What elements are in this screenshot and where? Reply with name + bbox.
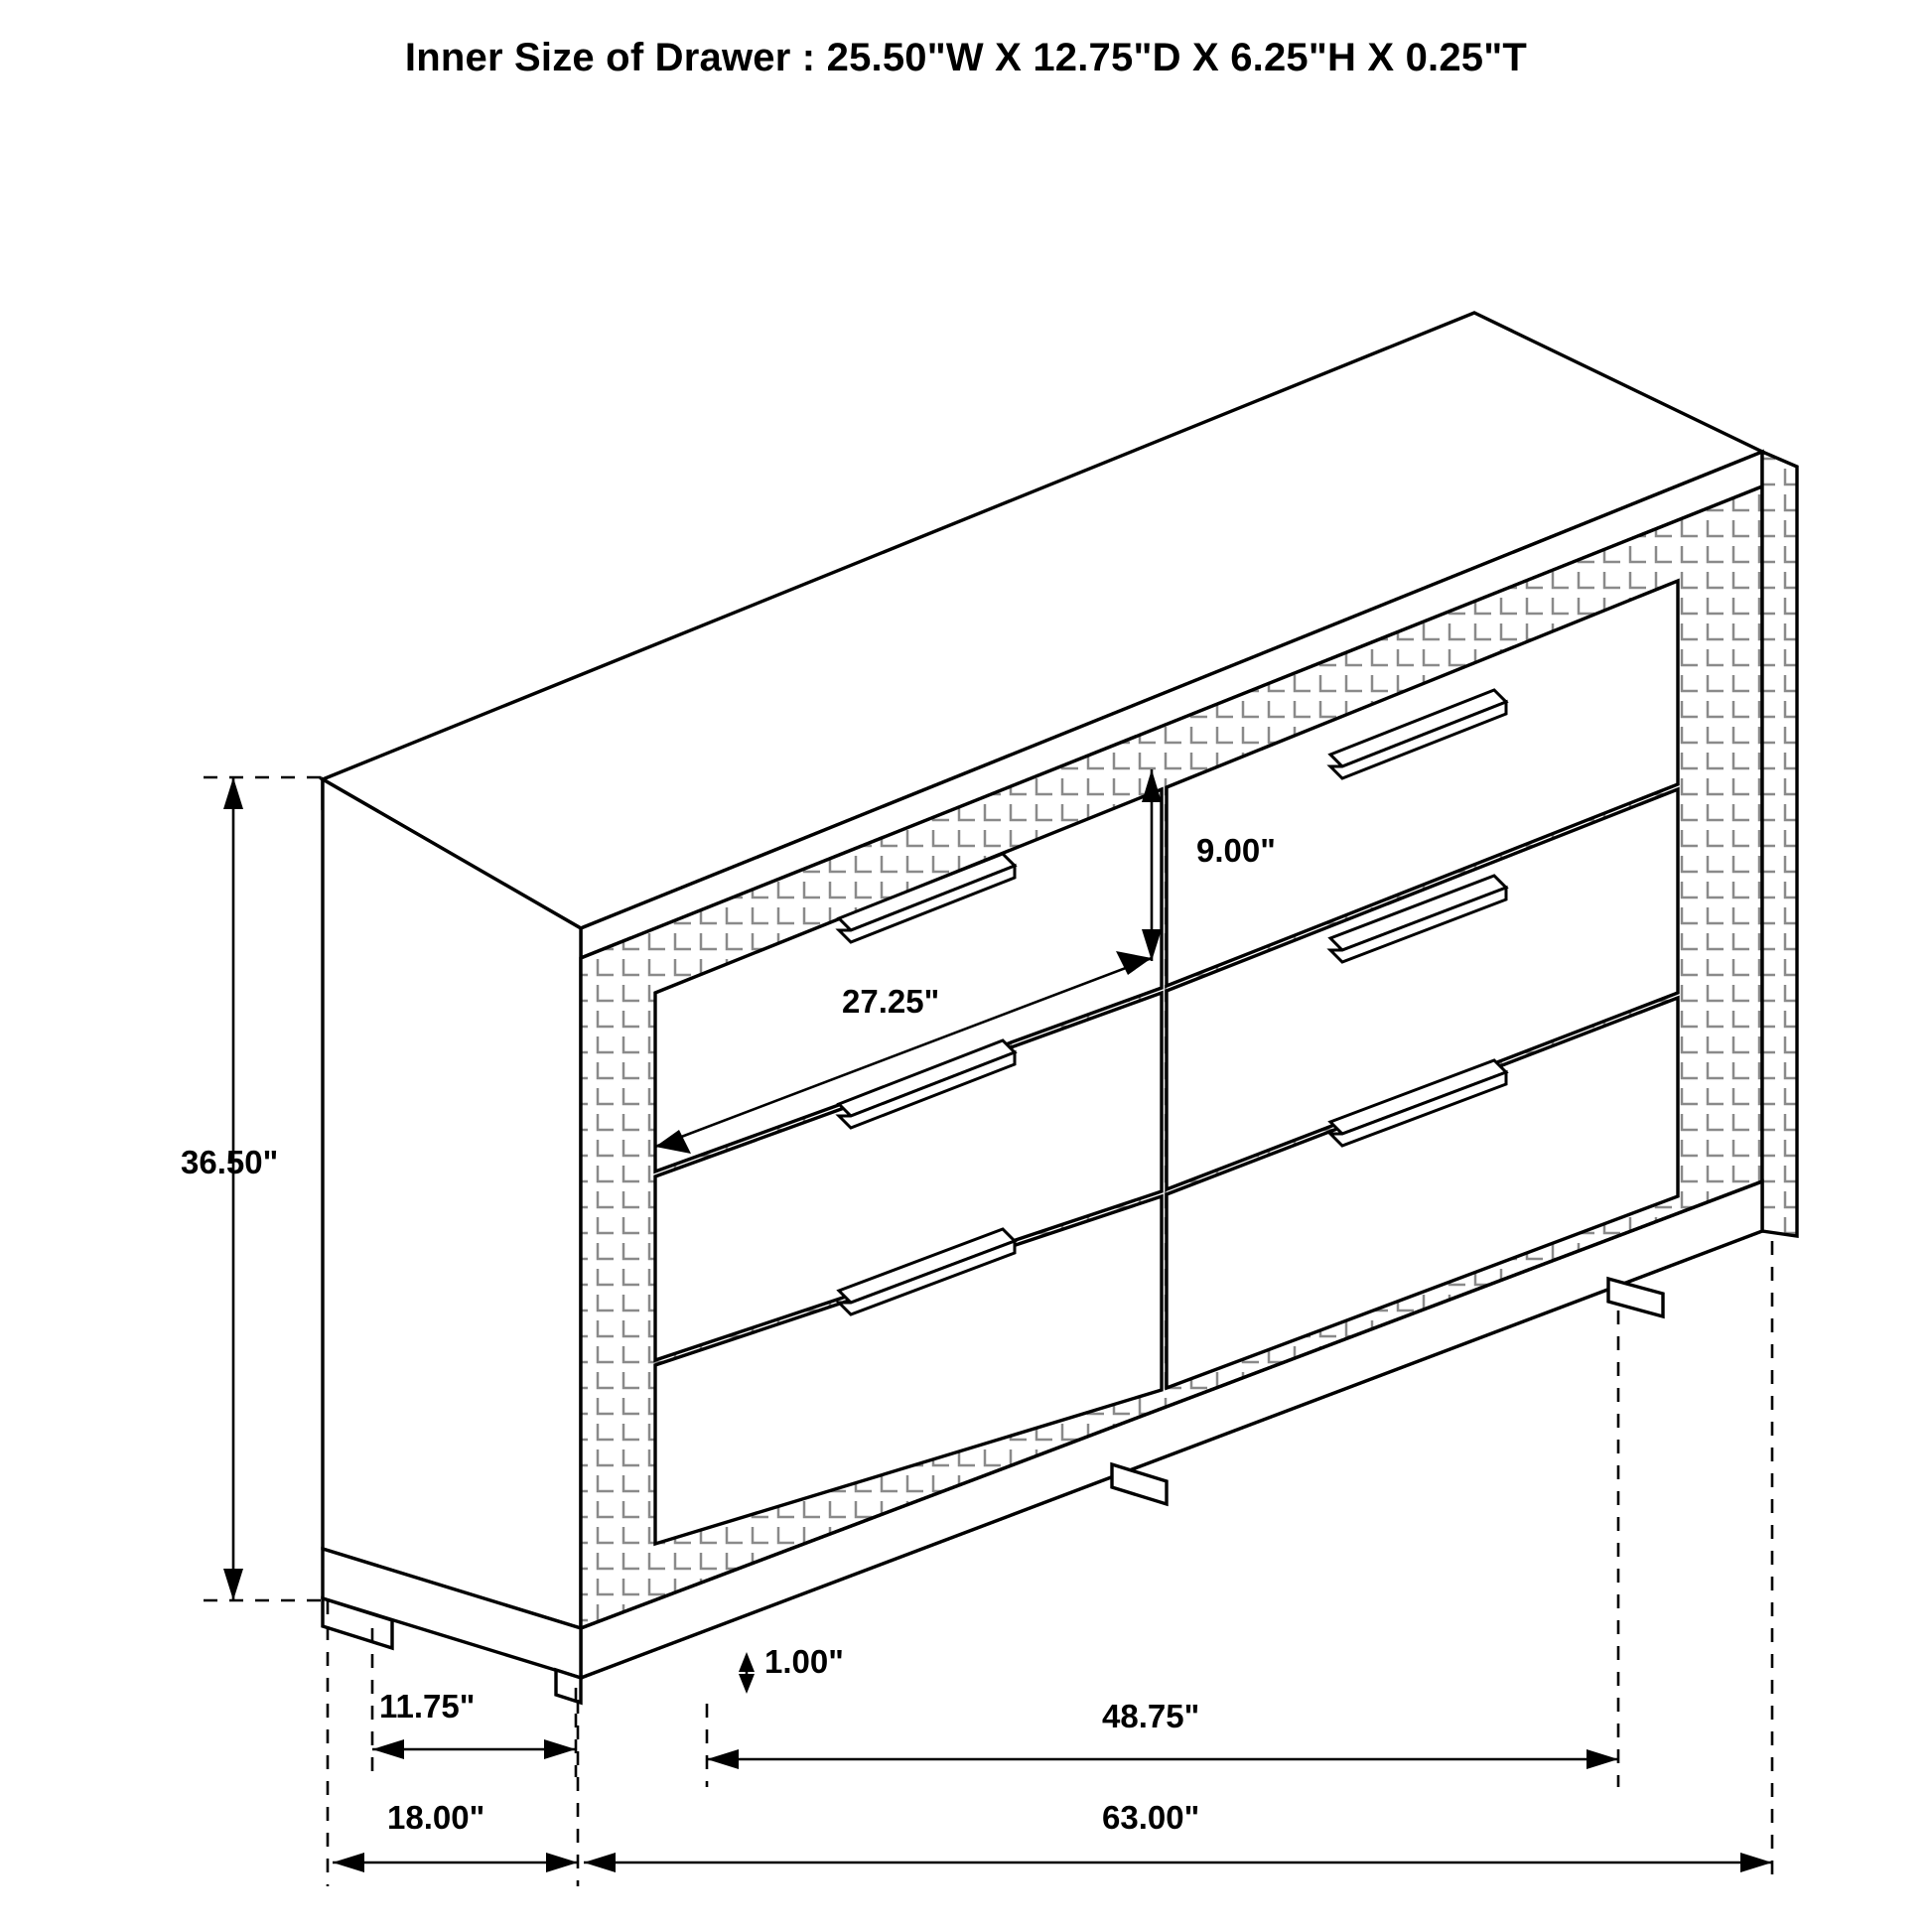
dimension-depth-inner: 11.75" xyxy=(379,1688,476,1725)
dimension-front-span: 48.75" xyxy=(1102,1698,1200,1734)
dimension-height: 36.50" xyxy=(181,1144,279,1180)
dimension-drawer-width: 27.25" xyxy=(842,983,940,1020)
dimension-toe-kick: 1.00" xyxy=(764,1643,844,1680)
dimension-width-overall: 63.00" xyxy=(1102,1799,1200,1836)
page-title: Inner Size of Drawer : 25.50"W X 12.75"D X 6.25"H X 0.25"T xyxy=(404,36,1528,79)
dresser-body xyxy=(323,313,1797,1703)
dimension-depth-overall: 18.00" xyxy=(387,1799,485,1836)
dimension-drawer-height: 9.00" xyxy=(1196,832,1276,869)
